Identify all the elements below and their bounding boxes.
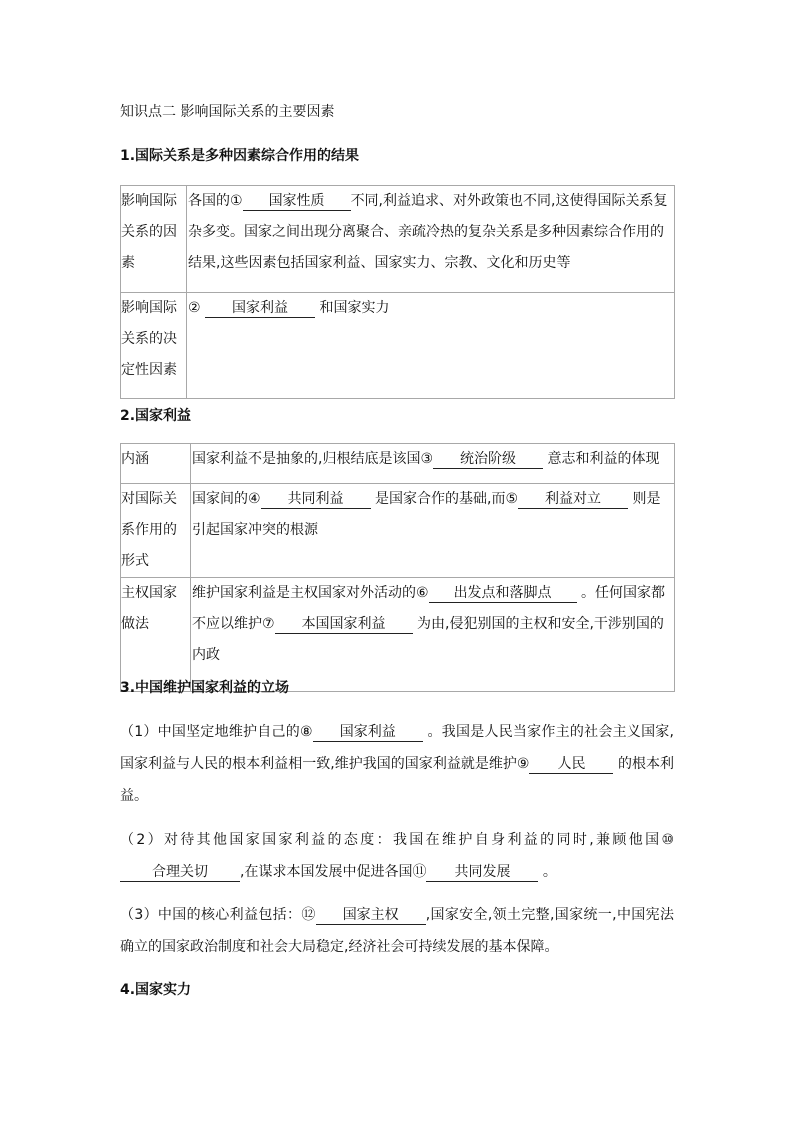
table-row	[121, 293, 675, 399]
answer-blank-7: 本国国家利益	[275, 615, 413, 634]
answer-blank-8: 国家利益	[313, 723, 423, 742]
row-content	[191, 578, 675, 692]
text-segment: 维护国家利益是主权国家对外活动的⑥	[192, 585, 429, 601]
text-segment: 则是引起国家冲突的根源	[192, 491, 661, 538]
text-segment: 意志和利益的体现	[547, 451, 660, 467]
text-segment: 的根本利益。	[120, 756, 675, 804]
row-label: 影响国际关系的决定性因素	[121, 293, 187, 399]
text-segment: ,在谋求本国发展中促进各国⑪	[240, 864, 427, 880]
text-segment: 。我国是人民当家作主的社会主义国家,国家利益与人民的根本利益相一致,维护我国的国家利益就是维护⑨	[120, 724, 674, 772]
paragraph-1	[120, 716, 674, 812]
answer-blank-6: 出发点和落脚点	[429, 584, 577, 603]
text-segment: （1）中国坚定地维护自己的⑧	[120, 724, 313, 740]
table-row	[121, 578, 675, 692]
table-factors	[120, 185, 675, 399]
paragraph-2	[120, 824, 674, 888]
answer-blank-12: 国家主权	[316, 906, 426, 925]
knowledge-heading: 知识点二 影响国际关系的主要因素	[120, 104, 335, 120]
text-segment: 国家利益不是抽象的,归根结底是该国③	[192, 451, 433, 467]
answer-blank-4: 共同利益	[261, 490, 371, 509]
row-label: 内涵	[121, 444, 191, 484]
answer-blank-9: 人民	[529, 755, 613, 774]
section-2-title: 2.国家利益	[120, 408, 192, 424]
row-content	[191, 444, 675, 484]
answer-blank-3: 统治阶级	[433, 450, 543, 469]
text-segment: 国家间的④	[192, 491, 261, 507]
text-segment: 和国家实力	[319, 300, 390, 316]
row-label: 影响国际关系的因素	[121, 186, 187, 293]
row-content	[191, 484, 675, 578]
table-row	[121, 186, 675, 293]
row-content	[187, 293, 675, 399]
table-row	[121, 444, 675, 484]
section-4-title: 4.国家实力	[120, 982, 192, 998]
section-1-title: 1.国际关系是多种因素综合作用的结果	[120, 148, 360, 164]
text-segment: ,国家安全,领土完整,国家统一,中国宪法确立的国家政治制度和社会大局稳定,经济社会可持续发展的基本保障。	[120, 907, 674, 955]
text-segment: （2）对待其他国家国家利益的态度：我国在维护自身利益的同时,兼顾他国⑩	[120, 832, 674, 848]
paragraph-3	[120, 899, 674, 963]
table-row	[121, 484, 675, 578]
table-national-interest	[120, 443, 675, 692]
row-content	[187, 186, 675, 293]
text-segment: 不同,利益追求、对外政策也不同,这使得国际关系复杂多变。国家之间出现分离聚合、亲疏冷热的复杂关系是多种因素综合作用的结果,这些因素包括国家利益、国家实力、宗教、文化和历史等	[188, 193, 668, 271]
text-segment: 各国的①	[188, 193, 243, 209]
text-segment: ②	[188, 300, 201, 316]
text-segment: 是国家合作的基础,而⑤	[375, 491, 519, 507]
answer-blank-11: 共同发展	[426, 863, 538, 882]
section-3-title: 3.中国维护国家利益的立场	[120, 680, 290, 696]
text-segment: 为由,侵犯别国的主权和安全,干涉别国的内政	[192, 616, 664, 663]
text-segment: 。	[542, 864, 557, 880]
row-label: 主权国家做法	[121, 578, 191, 692]
answer-blank-10: 合理关切	[120, 863, 240, 882]
answer-blank-5: 利益对立	[518, 490, 628, 509]
row-label: 对国际关系作用的形式	[121, 484, 191, 578]
answer-blank-2: 国家利益	[205, 299, 315, 318]
text-segment: 。任何国家都不应以维护⑦	[192, 585, 666, 632]
answer-blank-1: 国家性质	[243, 192, 351, 211]
text-segment: （3）中国的核心利益包括：⑫	[120, 907, 316, 923]
